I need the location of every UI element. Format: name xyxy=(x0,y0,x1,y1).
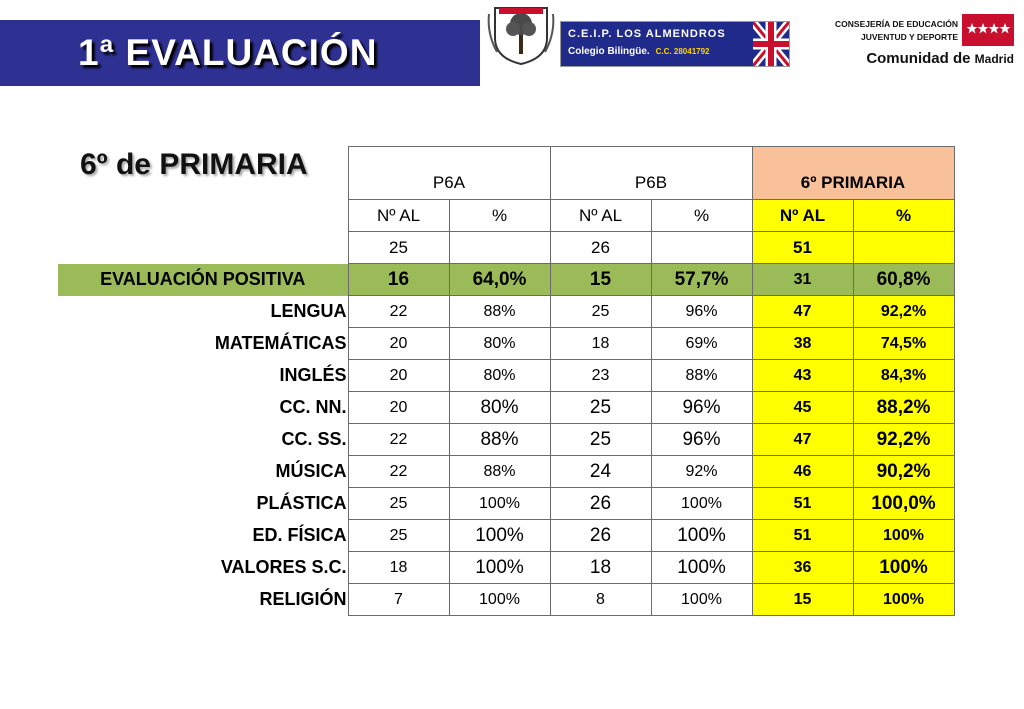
title-banner xyxy=(0,20,480,86)
table-cell: 96% xyxy=(651,296,752,328)
row-label: EVALUACIÓN POSITIVA xyxy=(58,264,348,296)
table-cell: 100% xyxy=(651,520,752,552)
subheader-cell: Nº AL xyxy=(348,200,449,232)
table-cell: 43 xyxy=(752,360,853,392)
school-subtitle-text: Colegio Bilingüe. xyxy=(568,46,650,57)
group-header-total: 6º PRIMARIA xyxy=(752,147,954,200)
madrid-flag-icon xyxy=(962,14,1014,46)
table-cell: 15 xyxy=(550,264,651,296)
table-cell: 18 xyxy=(550,328,651,360)
table-cell: 22 xyxy=(348,424,449,456)
table-cell: 90,2% xyxy=(853,456,954,488)
table-cell: 100% xyxy=(853,584,954,616)
row-label: LENGUA xyxy=(270,301,347,321)
school-logo xyxy=(560,21,790,67)
table-cell: 20 xyxy=(348,360,449,392)
table-row xyxy=(58,392,954,424)
row-label: CC. NN. xyxy=(279,397,347,417)
table-row xyxy=(58,296,954,328)
page-title: 1ª EVALUACIÓN xyxy=(78,32,378,73)
table-cell: 92,2% xyxy=(853,424,954,456)
table-cell: 100% xyxy=(651,584,752,616)
table-cell: 88% xyxy=(449,296,550,328)
school-crest-icon xyxy=(487,4,555,66)
table-cell: 100% xyxy=(449,488,550,520)
table-cell: 45 xyxy=(752,392,853,424)
table-cell: 25 xyxy=(550,296,651,328)
table-row xyxy=(58,552,954,584)
uk-flag-icon xyxy=(753,22,789,66)
total-cell xyxy=(651,232,752,264)
table-cell: 80% xyxy=(449,328,550,360)
row-label: RELIGIÓN xyxy=(259,589,347,609)
table-title: 6º de PRIMARIA xyxy=(80,148,308,181)
table-row xyxy=(58,328,954,360)
table-cell: 100% xyxy=(449,552,550,584)
school-subtitle xyxy=(568,46,710,57)
positive-evaluation-row xyxy=(58,264,954,296)
subheader-cell: Nº AL xyxy=(752,200,853,232)
table-cell: 22 xyxy=(348,296,449,328)
table-cell: 84,3% xyxy=(853,360,954,392)
total-cell: 51 xyxy=(752,232,853,264)
table-row xyxy=(58,488,954,520)
comunidad-label xyxy=(866,50,1014,67)
school-name: C.E.I.P. LOS ALMENDROS xyxy=(568,28,726,40)
table-cell: 88% xyxy=(449,456,550,488)
table-cell: 88% xyxy=(449,424,550,456)
total-cell: 25 xyxy=(348,232,449,264)
madrid-text: Madrid xyxy=(974,52,1014,66)
table-cell: 38 xyxy=(752,328,853,360)
table-cell: 23 xyxy=(550,360,651,392)
table-cell: 100% xyxy=(651,488,752,520)
table-cell: 69% xyxy=(651,328,752,360)
consejeria-line2: JUVENTUD Y DEPORTE xyxy=(861,32,958,42)
table-cell: 64,0% xyxy=(449,264,550,296)
table-cell: 92% xyxy=(651,456,752,488)
table-cell: 100% xyxy=(449,584,550,616)
table-cell: 36 xyxy=(752,552,853,584)
table-cell: 74,5% xyxy=(853,328,954,360)
subject-rows xyxy=(58,296,954,616)
table-row xyxy=(58,424,954,456)
table-cell: 16 xyxy=(348,264,449,296)
table-cell: 25 xyxy=(550,424,651,456)
consejeria-line1: CONSEJERÍA DE EDUCACIÓN xyxy=(835,19,958,29)
table-cell: 88,2% xyxy=(853,392,954,424)
table-cell: 96% xyxy=(651,392,752,424)
subheader-cell: Nº AL xyxy=(550,200,651,232)
table-cell: 46 xyxy=(752,456,853,488)
row-label: INGLÉS xyxy=(279,365,347,385)
total-cell xyxy=(853,232,954,264)
table-cell: 18 xyxy=(348,552,449,584)
comunidad-text: Comunidad de xyxy=(866,50,971,67)
table-cell: 31 xyxy=(752,264,853,296)
group-header-p6b: P6B xyxy=(550,147,752,200)
table-cell: 25 xyxy=(348,520,449,552)
row-label: MATEMÁTICAS xyxy=(214,333,347,353)
row-label: ED. FÍSICA xyxy=(252,525,347,545)
table-cell: 57,7% xyxy=(651,264,752,296)
group-header-p6a: P6A xyxy=(348,147,550,200)
table-cell: 20 xyxy=(348,328,449,360)
table-cell: 51 xyxy=(752,520,853,552)
table-cell: 100% xyxy=(853,520,954,552)
table-cell: 100% xyxy=(449,520,550,552)
row-label: CC. SS. xyxy=(281,429,347,449)
subheader-cell: % xyxy=(651,200,752,232)
row-label: MÚSICA xyxy=(275,461,347,481)
table-cell: 47 xyxy=(752,296,853,328)
table-cell: 24 xyxy=(550,456,651,488)
table-cell: 22 xyxy=(348,456,449,488)
table-cell: 51 xyxy=(752,488,853,520)
table-cell: 100% xyxy=(853,552,954,584)
table-cell: 47 xyxy=(752,424,853,456)
table-row xyxy=(58,360,954,392)
subheader-cell: % xyxy=(853,200,954,232)
table-subheader-row xyxy=(58,200,954,232)
table-totals-row xyxy=(58,232,954,264)
table-cell: 8 xyxy=(550,584,651,616)
table-cell: 80% xyxy=(449,392,550,424)
table-cell: 92,2% xyxy=(853,296,954,328)
table-cell: 25 xyxy=(550,392,651,424)
results-table xyxy=(58,146,955,616)
table-cell: 25 xyxy=(348,488,449,520)
consejeria-label xyxy=(835,18,958,44)
table-cell: 26 xyxy=(550,488,651,520)
table-row xyxy=(58,584,954,616)
table-cell: 15 xyxy=(752,584,853,616)
total-cell xyxy=(449,232,550,264)
total-cell: 26 xyxy=(550,232,651,264)
school-code: C.C. 28041792 xyxy=(655,47,710,56)
table-cell: 96% xyxy=(651,424,752,456)
table-cell: 100,0% xyxy=(853,488,954,520)
table-cell: 18 xyxy=(550,552,651,584)
table-row xyxy=(58,456,954,488)
table-row xyxy=(58,520,954,552)
table-cell: 7 xyxy=(348,584,449,616)
table-cell: 26 xyxy=(550,520,651,552)
row-label: PLÁSTICA xyxy=(256,493,347,513)
table-cell: 60,8% xyxy=(853,264,954,296)
table-cell: 100% xyxy=(651,552,752,584)
table-cell: 88% xyxy=(651,360,752,392)
row-label: VALORES S.C. xyxy=(220,557,347,577)
table-cell: 20 xyxy=(348,392,449,424)
subheader-cell: % xyxy=(449,200,550,232)
table-cell: 80% xyxy=(449,360,550,392)
